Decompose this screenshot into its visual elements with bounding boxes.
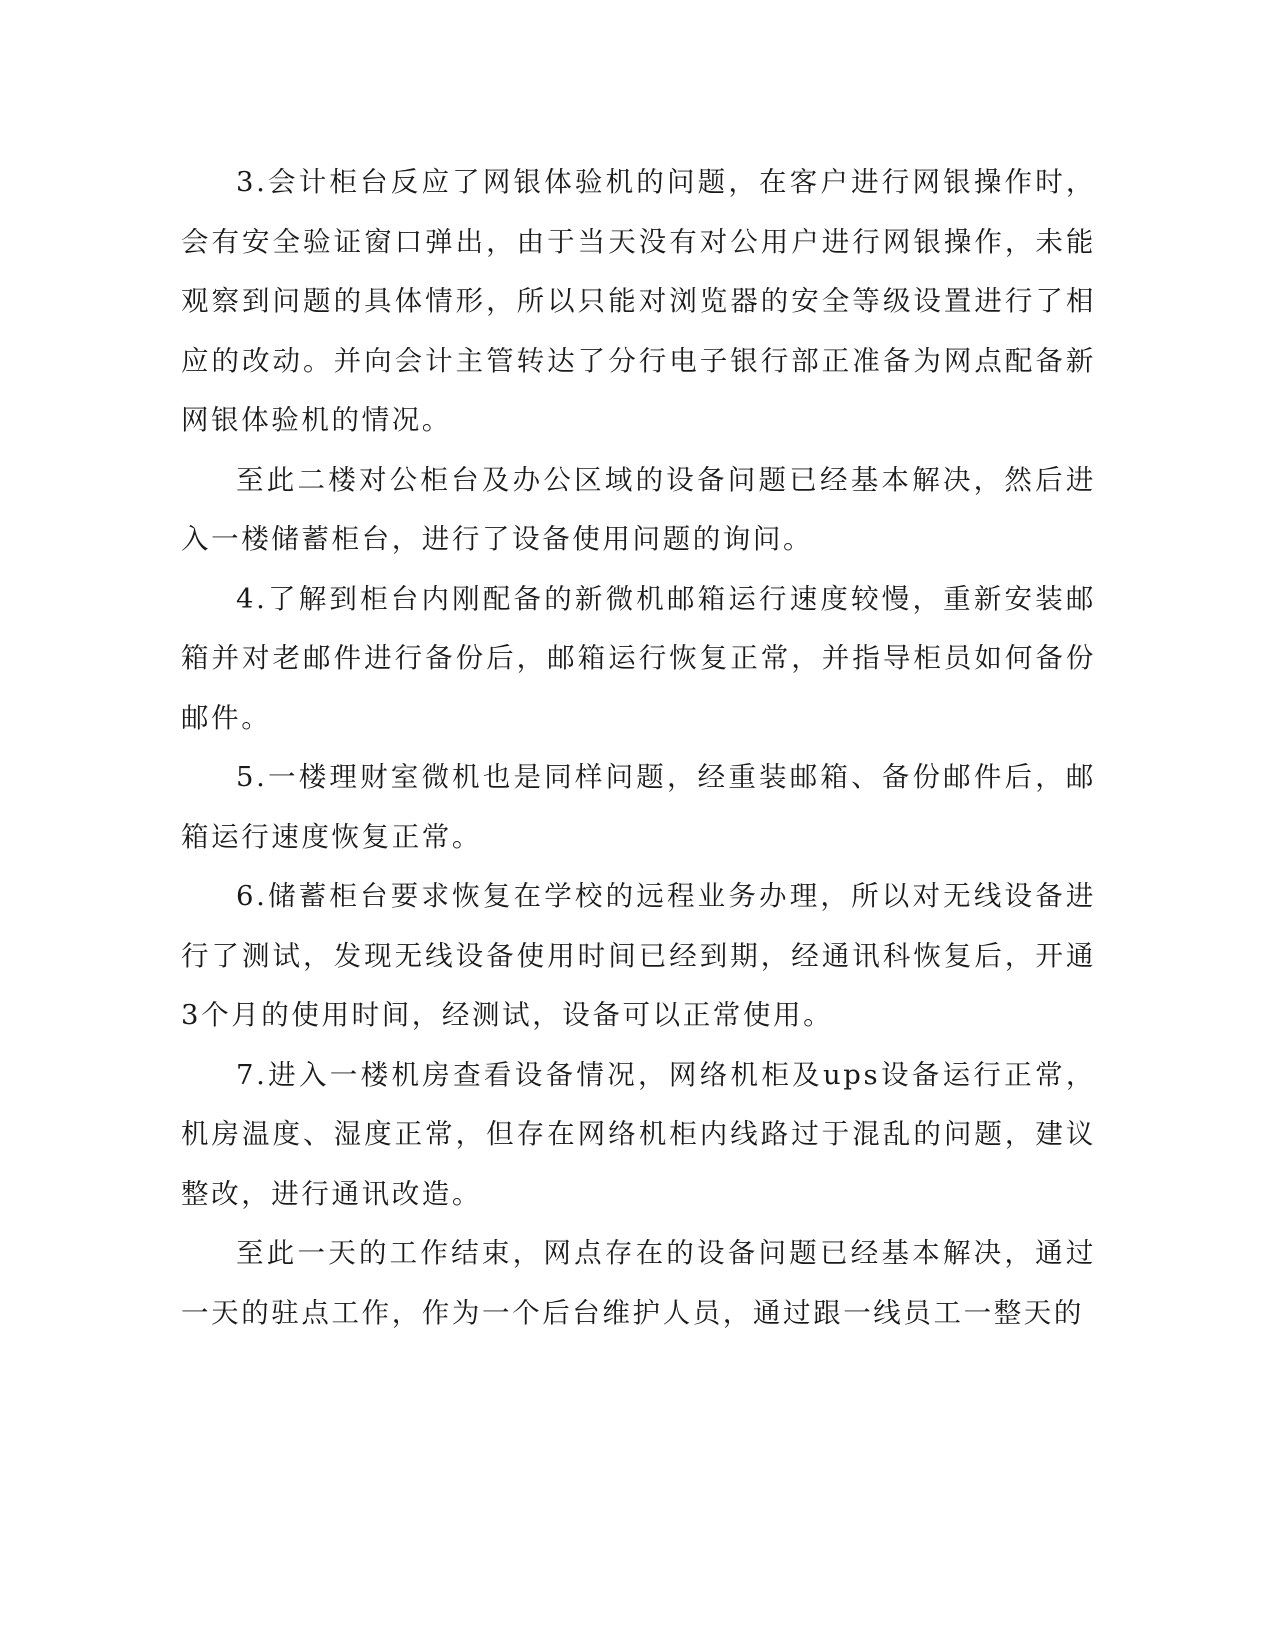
paragraph-item-7: 7.进入一楼机房查看设备情况，网络机柜及ups设备运行正常，机房温度、湿度正常，但存在网络机柜内线路过于混乱的问题，建议整改，进行通讯改造。	[181, 1058, 1096, 1210]
document-page	[181, 153, 1096, 1343]
paragraph-second-floor-summary: 至此二楼对公柜台及办公区域的设备问题已经基本解决，然后进入一楼储蓄柜台，进行了设备使用问题的询问。	[181, 463, 1096, 555]
paragraph-day-summary: 至此一天的工作结束，网点存在的设备问题已经基本解决，通过一天的驻点工作，作为一个后台维护人员，通过跟一线员工一整天的	[181, 1237, 1096, 1329]
paragraph-item-4: 4.了解到柜台内刚配备的新微机邮箱运行速度较慢，重新安装邮箱并对老邮件进行备份后，邮箱运行恢复正常，并指导柜员如何备份邮件。	[181, 582, 1096, 734]
paragraph-item-6: 6.储蓄柜台要求恢复在学校的远程业务办理，所以对无线设备进行了测试，发现无线设备使用时间已经到期，经通讯科恢复后，开通3个月的使用时间，经测试，设备可以正常使用。	[181, 880, 1096, 1031]
paragraph-item-3: 3.会计柜台反应了网银体验机的问题，在客户进行网银操作时，会有安全验证窗口弹出，由于当天没有对公用户进行网银操作，未能观察到问题的具体情形，所以只能对浏览器的安全等级设置进行了相应的改动。并向会计主管转达了分行电子银行部正准备为网点配备新网银体验机的情况。	[181, 166, 1096, 436]
paragraph-item-5: 5.一楼理财室微机也是同样问题，经重装邮箱、备份邮件后，邮箱运行速度恢复正常。	[181, 761, 1096, 853]
